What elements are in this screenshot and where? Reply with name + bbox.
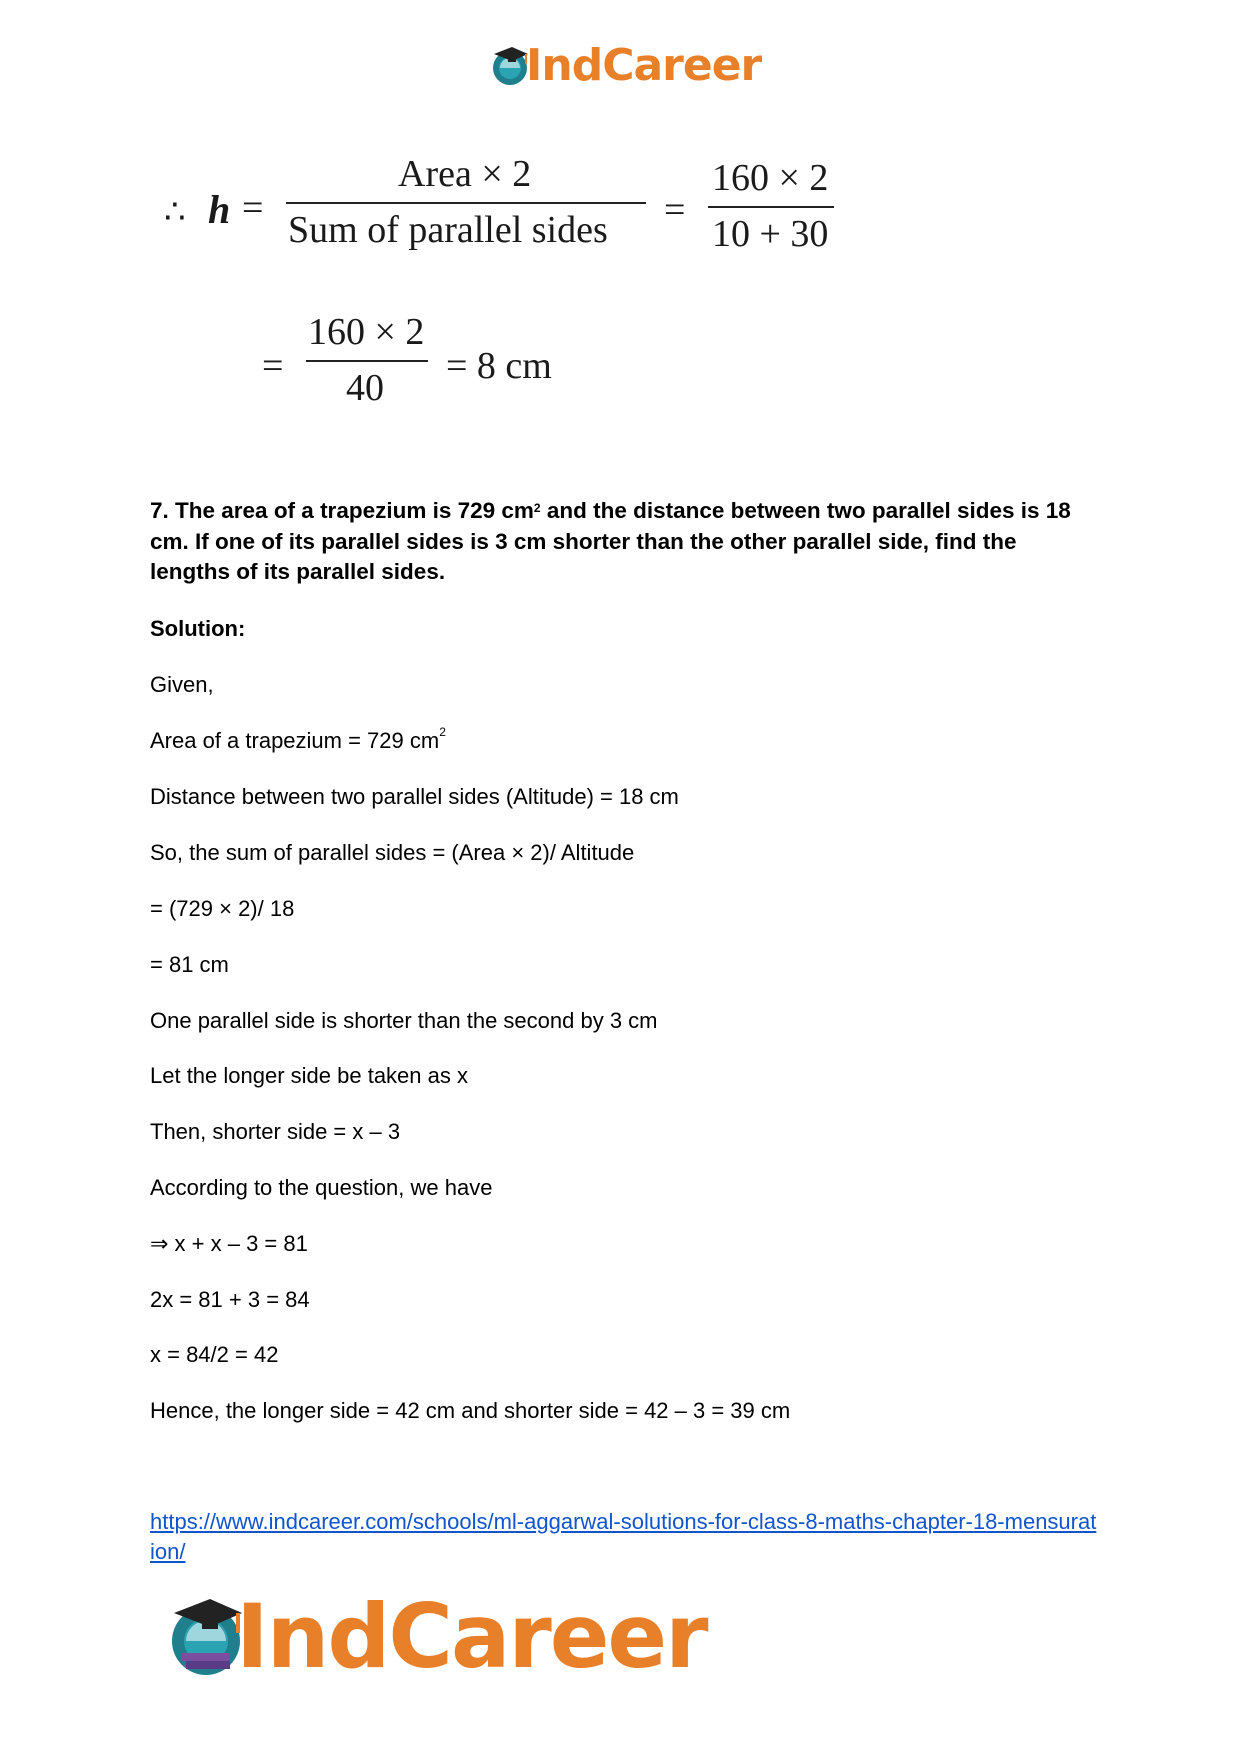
solution-line: One parallel side is shorter than the second by 3 cm: [150, 1008, 658, 1033]
fraction-denominator: Sum of parallel sides: [288, 209, 608, 251]
solution-line-area: [150, 725, 446, 754]
logo-wordmark: IndCareer: [236, 1585, 707, 1688]
formula-result: = 8 cm: [446, 345, 552, 387]
fraction-bar: [708, 206, 834, 208]
indcareer-logo-bottom: [162, 1585, 707, 1688]
fraction-numerator: Area × 2: [398, 153, 532, 195]
logo-wordmark: IndCareer: [526, 40, 762, 91]
fraction-numerator: 160 × 2: [308, 311, 425, 353]
solution-line: = 81 cm: [150, 952, 229, 977]
solution-line-given: Given,: [150, 672, 214, 697]
solution-line: x = 84/2 = 42: [150, 1342, 279, 1367]
solution-line: Distance between two parallel sides (Altitude) = 18 cm: [150, 784, 679, 809]
superscript-2: 2: [533, 501, 541, 515]
solution-line: Then, shorter side = x – 3: [150, 1119, 401, 1144]
solution-heading: Solution:: [150, 616, 246, 641]
height-formula: [0, 0, 1242, 440]
fraction-numerator: 160 × 2: [712, 157, 829, 199]
fraction-denominator: 10 + 30: [712, 213, 829, 255]
area-text: Area of a trapezium = 729 cm: [150, 728, 440, 753]
superscript-2: 2: [439, 725, 446, 739]
solution-line: ⇒ x + x – 3 = 81: [150, 1231, 308, 1256]
question-text-part2: and the distance between two parallel sides is 18 cm. If one of its parallel sides is 3 cm shorter than the other parallel side, find the lengths of its parallel sides.: [150, 498, 1071, 584]
equals-sign: =: [242, 187, 264, 229]
question-7: [150, 496, 1100, 588]
equals-sign: =: [262, 345, 284, 387]
solution-line: 2x = 81 + 3 = 84: [150, 1287, 310, 1312]
solution-line: Let the longer side be taken as x: [150, 1063, 468, 1088]
solution-line: According to the question, we have: [150, 1175, 493, 1200]
solution-line: So, the sum of parallel sides = (Area × 2)/ Altitude: [150, 840, 635, 865]
question-text-part1: 7. The area of a trapezium is 729 cm: [150, 498, 534, 523]
fraction-denominator: 40: [346, 367, 384, 409]
variable-h: h: [208, 187, 231, 232]
fraction-bar: [286, 202, 646, 204]
fraction-bar: [306, 360, 428, 362]
source-link[interactable]: https://www.indcareer.com/schools/ml-aggarwal-solutions-for-class-8-maths-chapter-18-mensuration/: [150, 1509, 1097, 1564]
therefore-symbol: ∴: [164, 194, 186, 231]
solution-line: = (729 × 2)/ 18: [150, 896, 295, 921]
equals-sign: =: [664, 189, 686, 231]
solution-line-conclusion: Hence, the longer side = 42 cm and shorter side = 42 – 3 = 39 cm: [150, 1398, 791, 1423]
